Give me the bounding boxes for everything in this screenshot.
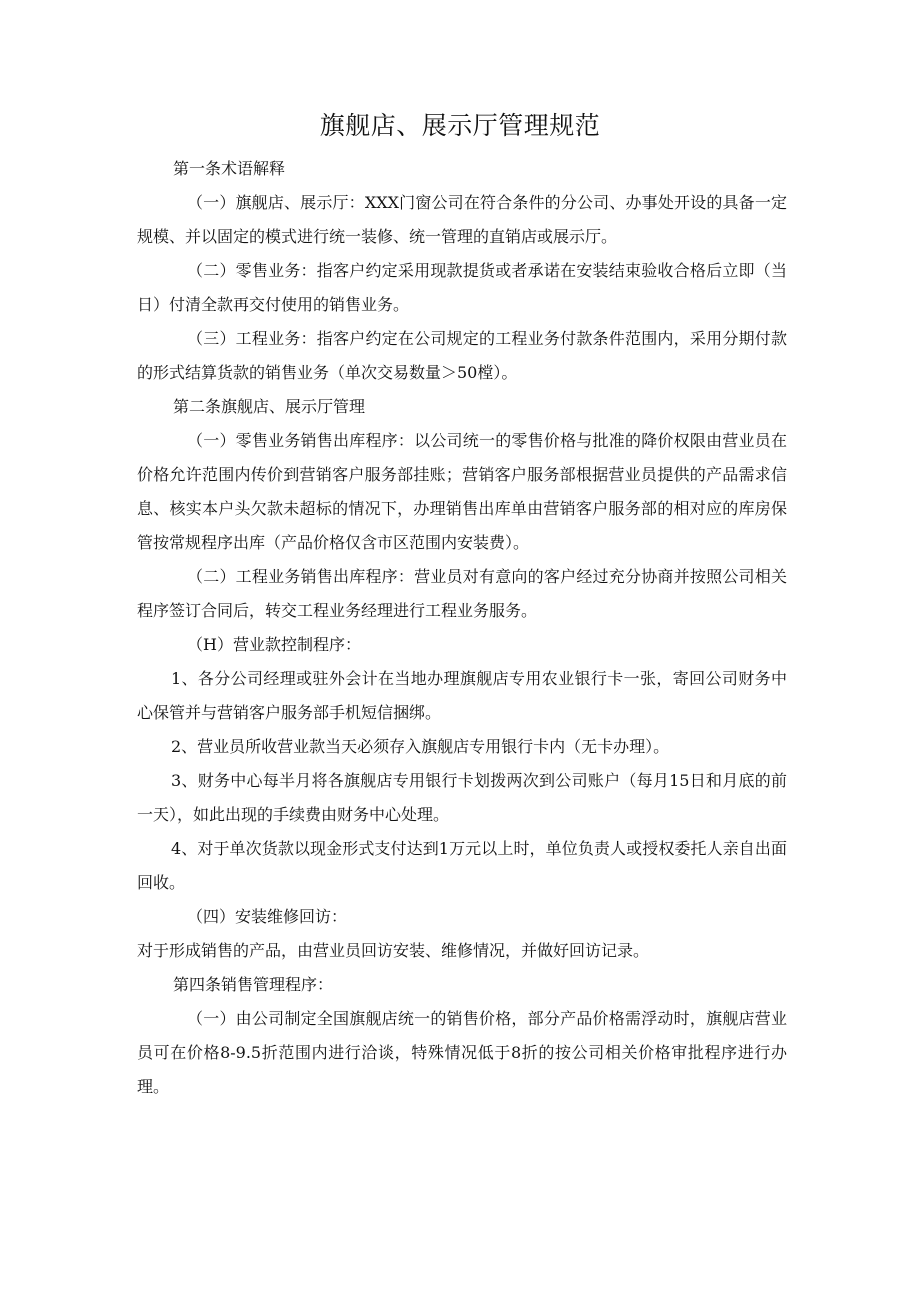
list-item-4: 4、对于单次货款以现金形式支付达到1万元以上时，单位负责人或授权委托人亲自出面回收。 [137,839,787,892]
paragraph-service-visit: 对于形成销售的产品，由营业员回访安装、维修情况，并做好回访记录。 [137,941,650,960]
paragraph-pricing: （一）由公司制定全国旗舰店统一的销售价格，部分产品价格需浮动时，旗舰店营业员可在价格8-9.5折范围内进行洽谈，特殊情况低于8折的按公司相关价格审批程序进行办理。 [137,1009,787,1096]
paragraph-engineering-outbound: （二）工程业务销售出库程序：营业员对有意向的客户经过充分协商并按照公司相关程序签订合同后，转交工程业务经理进行工程业务服务。 [137,567,787,620]
paragraph-definition-flagship: （一）旗舰店、展示厅：XXX门窗公司在符合条件的分公司、办事处开设的具备一定规模、并以固定的模式进行统一装修、统一管理的直销店或展示厅。 [137,193,787,246]
list-item-1: 1、各分公司经理或驻外会计在当地办理旗舰店专用农业银行卡一张，寄回公司财务中心保管并与营销客户服务部手机短信捆绑。 [137,669,787,722]
document-title: 旗舰店、展示厅管理规范 [319,111,601,140]
article-1-heading: 第一条术语解释 [173,159,286,178]
list-item-2: 2、营业员所收营业款当天必须存入旗舰店专用银行卡内（无卡办理）。 [171,737,670,756]
article-2-heading: 第二条旗舰店、展示厅管理 [173,397,366,416]
paragraph-retail-outbound: （一）零售业务销售出库程序：以公司统一的零售价格与批准的降价权限由营业员在价格允许范围内传价到营销客户服务部挂账；营销客户服务部根据营业员提供的产品需求信息、核实本户头欠款未超标的情况下，办理销售出库单由营销客户服务部的相对应的库房保管按常规程序出库（产品价格仅含市区范围内安装费）。 [137,431,787,552]
paragraph-definition-retail: （二）零售业务：指客户约定采用现款提货或者承诺在安装结束验收合格后立即（当日）付清全款再交付使用的销售业务。 [137,261,787,314]
paragraph-definition-engineering: （三）工程业务：指客户约定在公司规定的工程业务付款条件范围内，采用分期付款的形式结算货款的销售业务（单次交易数量＞50樘）。 [137,329,787,382]
paragraph-service-visit-heading: （四）安装维修回访： [187,907,348,926]
document-body [137,152,787,1104]
paragraph-revenue-control-heading: （H）营业款控制程序： [187,635,361,654]
article-4-heading: 第四条销售管理程序： [173,975,334,994]
list-item-3: 3、财务中心每半月将各旗舰店专用银行卡划拨两次到公司账户（每月15日和月底的前一天），如此出现的手续费由财务中心处理。 [137,771,787,824]
